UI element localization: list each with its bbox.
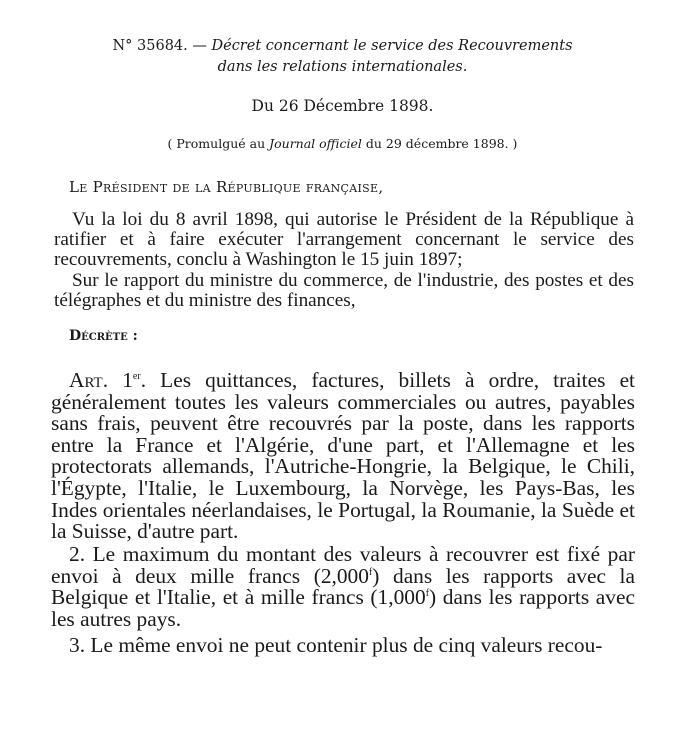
promulgation-journal: Journal officiel [269, 136, 362, 151]
decree-title-line-1 [0, 38, 685, 54]
article-1: Art. 1er. Les quittances, factures, billets à ordre, traites et généralement toutes les valeurs commerciales ou autres, payables sans frais, peuvent être recouvrés par la poste, dans les rapports entre la France et l'Algérie, d'une part, et l'Allemagne et les protectorats allemands, l'Autriche-Hongrie, la Belgique, le Chili, l'Égypte, l'Italie, le Luxembourg, la Norvège, les Pays-Bas, les Indes orientales néerlandaises, le Portugal, la Roumanie, la Suède et la Suisse, d'autre part. [51, 368, 636, 544]
considerant-paragraph-2: Sur le rapport du ministre du commerce, de l'industrie, des postes et des télégraphes et du ministre des finances, [54, 270, 634, 311]
promulgation-pre: ( Promulgué au [167, 136, 270, 151]
decree-date: Du 26 Décembre 1898. [251, 97, 434, 115]
article-2-sup-a: f [368, 566, 373, 578]
article-2-sup-b: f [425, 588, 430, 600]
article-2-label: 2. [69, 542, 86, 566]
article-2-text-a: Le maximum du montant des valeurs à recouvrer est fixé par envoi à deux mille francs (2,000 [51, 542, 635, 588]
president-heading: Le Président de la République française, [69, 178, 384, 196]
promulgation-post: du 29 décembre 1898. ) [361, 136, 518, 151]
article-2-text-b: ) dans les rapports avec la Belgique et l'Italie, et à mille francs (1,000 [51, 563, 635, 610]
decree-title-text-2: dans les relations internationales. [217, 59, 468, 75]
decrete-label: Décrète : [69, 328, 138, 344]
title-dash: — [192, 38, 207, 54]
article-2 [51, 544, 635, 630]
article-1-text: Les quittances, factures, billets à ordre, traites et généralement toutes les valeurs commerciales ou autres, payables sans frais, peuvent être recouvrés par la poste, dans les rapports entre la France et l'Algérie, d'une part, et l'Allemagne et les protectorats allemands, l'Autriche-Hongrie, la Belgique, le Chili, l'Égypte, l'Italie, le Luxembourg, la Norvège, les Pays-Bas, les Indes orientales néerlandaises, le Portugal, la Roumanie, la Suède et la Suisse, d'autre part. [51, 368, 636, 544]
decree-title-line-2 [0, 59, 685, 75]
article-1-ordinal-sup: er [132, 370, 141, 382]
article-2-text-c: ) dans les rapports avec les autres pays. [51, 585, 635, 631]
decree-title-text: Décret concernant le service des Recouvrements [211, 38, 573, 54]
promulgation-note [0, 136, 685, 151]
considerant-paragraph-1: Vu la loi du 8 avril 1898, qui autorise le Président de la République à ratifier et à faire exécuter l'arrangement concernant le service des recouvrements, conclu à Washington le 15 juin 1897; [54, 209, 634, 270]
article-3 [51, 635, 635, 657]
decree-number: N° 35684. [112, 38, 188, 54]
article-3-label: 3. [69, 633, 86, 657]
article-1-ordinal: 1 [122, 368, 133, 392]
article-1-label: Art. [69, 368, 109, 392]
article-3-text: Le même envoi ne peut contenir plus de cinq valeurs recou- [90, 633, 603, 657]
